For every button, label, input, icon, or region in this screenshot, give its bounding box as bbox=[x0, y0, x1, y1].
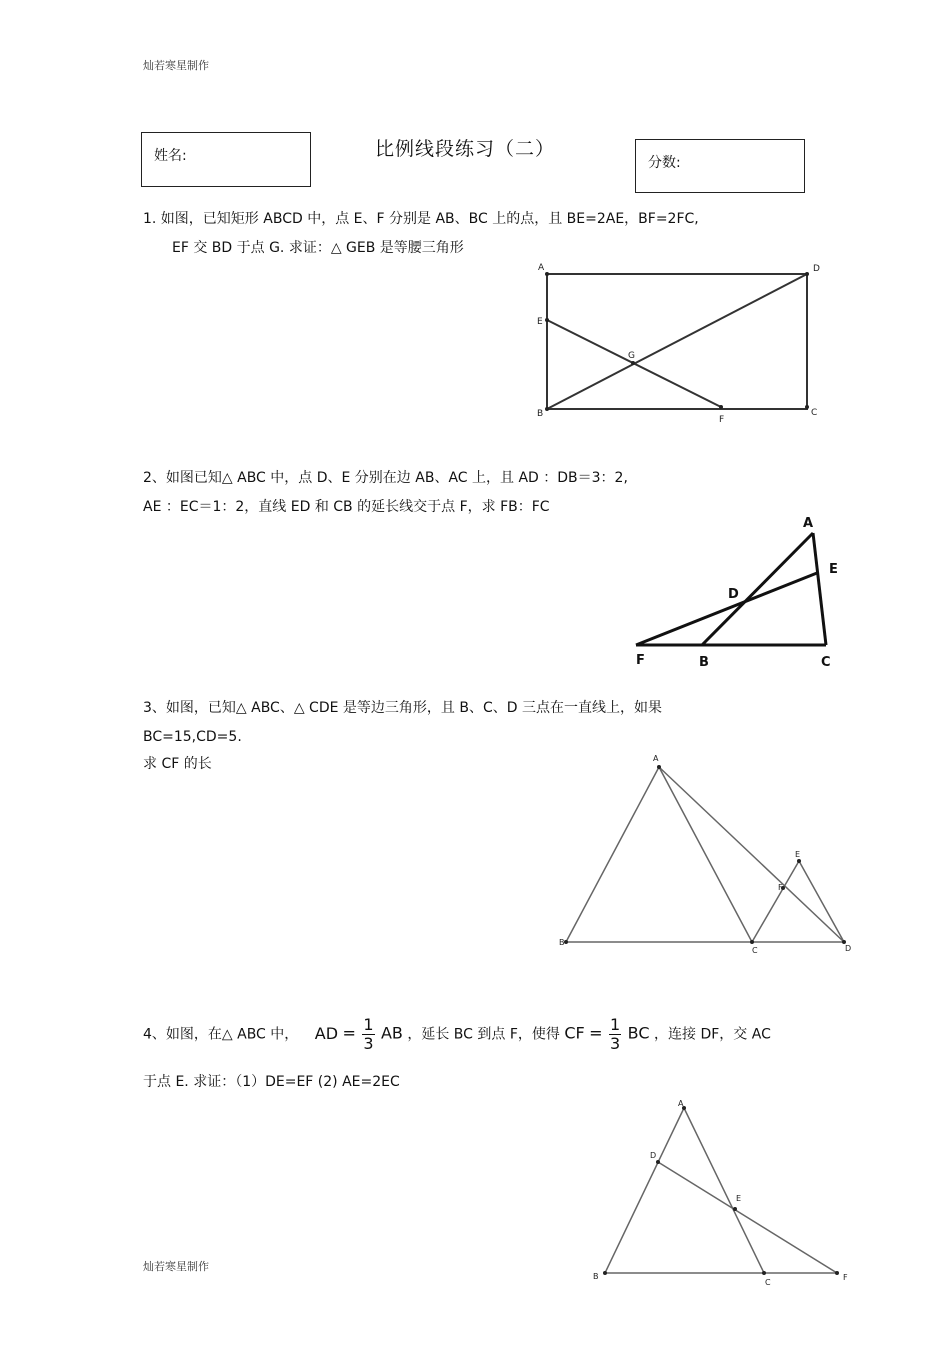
q3-label-e: E bbox=[795, 850, 801, 859]
q4-frac2-den: 3 bbox=[610, 1034, 621, 1053]
q4-frac1-num: 1 bbox=[363, 1015, 374, 1034]
q4-figure bbox=[605, 1108, 837, 1273]
q2-label-a: A bbox=[803, 516, 814, 531]
q4-eq2-rhs: BC bbox=[627, 1023, 650, 1043]
q4-frac2-num: 1 bbox=[610, 1015, 621, 1034]
q3-label-f: F bbox=[778, 883, 783, 892]
header-watermark: 灿若寒星制作 bbox=[143, 59, 209, 72]
q4-label-f: F bbox=[843, 1273, 848, 1282]
q4-label-d: D bbox=[650, 1151, 657, 1160]
q4-prefix: 4、如图，在△ ABC 中， bbox=[143, 1026, 299, 1043]
page-title: 比例线段练习（二） bbox=[375, 138, 556, 160]
q4-eq1-op: = bbox=[342, 1023, 356, 1043]
q1-text-line1: 1. 如图，已知矩形 ABCD 中，点 E、F 分别是 AB、BC 上的点，且 BE=2AE，BF=2FC, bbox=[143, 211, 699, 227]
q2-label-b: B bbox=[699, 655, 709, 670]
q1-label-f: F bbox=[719, 415, 725, 425]
q1-label-g: G bbox=[628, 351, 635, 361]
q1-diagonal-bd bbox=[547, 274, 807, 409]
q2-label-c: C bbox=[821, 655, 831, 670]
q3-text-line2: BC=15,CD=5. bbox=[143, 729, 242, 745]
q1-label-c: C bbox=[811, 408, 818, 418]
q4-text-line1 bbox=[143, 1016, 771, 1053]
q2-label-d: D bbox=[728, 587, 739, 602]
q4-fraction-2 bbox=[609, 1016, 621, 1053]
q4-eq2-op: = bbox=[589, 1023, 603, 1043]
q3-label-b: B bbox=[559, 938, 565, 947]
q4-label-a: A bbox=[678, 1099, 684, 1108]
footer-watermark: 灿若寒星制作 bbox=[143, 1260, 209, 1273]
q2-label-f: F bbox=[636, 653, 645, 668]
q4-eq2-lhs: CF bbox=[564, 1023, 585, 1043]
q3-text-line3: 求 CF 的长 bbox=[143, 756, 212, 772]
q2-text-line1: 2、如图已知△ ABC 中，点 D、E 分别在边 AB、AC 上，且 AD ：DB＝3：2, bbox=[143, 470, 628, 486]
q4-label-e: E bbox=[736, 1194, 742, 1203]
q2-label-e: E bbox=[829, 562, 838, 577]
q1-text-line2: EF 交 BD 于点 G. 求证：△ GEB 是等腰三角形 bbox=[172, 240, 464, 256]
q3-label-a: A bbox=[653, 754, 659, 763]
q3-figure bbox=[566, 767, 844, 942]
q1-label-d: D bbox=[813, 264, 820, 274]
q3-text-line1: 3、如图，已知△ ABC、△ CDE 是等边三角形，且 B、C、D 三点在一直线上，如果 bbox=[143, 700, 662, 716]
q4-fraction-1 bbox=[362, 1016, 374, 1053]
q1-label-b: B bbox=[537, 409, 544, 419]
name-label: 姓名: bbox=[154, 148, 187, 164]
q1-label-e: E bbox=[537, 317, 543, 327]
q4-text-line2: 于点 E. 求证：（1）DE=EF (2) AE=2EC bbox=[143, 1074, 400, 1090]
q4-eq1-lhs: AD bbox=[314, 1023, 339, 1043]
score-label: 分数: bbox=[648, 155, 681, 171]
q4-label-c: C bbox=[765, 1278, 771, 1287]
q3-label-d: D bbox=[845, 944, 852, 953]
q4-suffix: ，连接 DF，交 AC bbox=[654, 1026, 771, 1043]
q4-eq1-rhs: AB bbox=[380, 1023, 403, 1043]
q4-frac1-den: 3 bbox=[363, 1034, 374, 1053]
q2-text-line2: AE ：EC＝1：2，直线 ED 和 CB 的延长线交于点 F，求 FB：FC bbox=[143, 499, 550, 515]
q4-mid: ，延长 BC 到点 F，使得 bbox=[407, 1026, 560, 1043]
q4-label-b: B bbox=[593, 1272, 599, 1281]
q1-label-a: A bbox=[538, 263, 545, 273]
q3-label-c: C bbox=[752, 946, 758, 955]
